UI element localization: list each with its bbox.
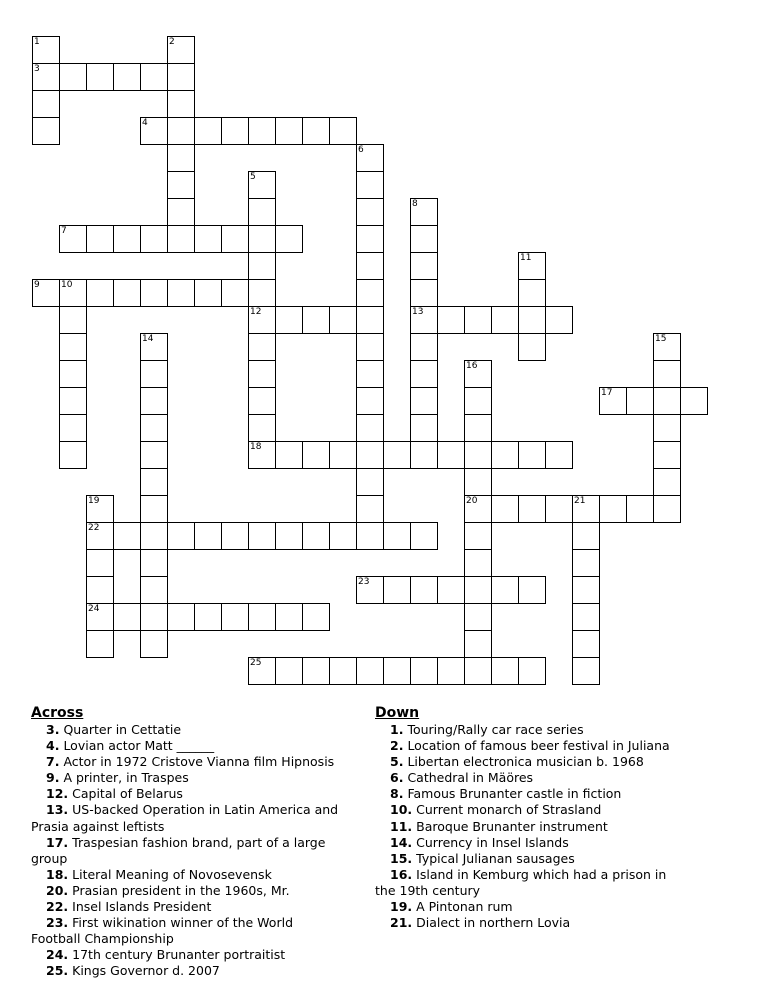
grid-cell[interactable] <box>275 657 303 685</box>
grid-cell[interactable] <box>626 495 654 523</box>
across-clue <box>31 754 361 770</box>
down-heading: Down <box>375 705 420 721</box>
clue-text: Currency in Insel Islands <box>416 834 569 850</box>
grid-cell[interactable] <box>518 657 546 685</box>
grid-cell[interactable] <box>653 495 681 523</box>
grid-cell[interactable] <box>248 198 276 226</box>
grid-cell[interactable] <box>248 657 276 685</box>
cell-number: 17 <box>601 388 613 398</box>
grid-cell[interactable] <box>356 522 384 550</box>
clue-text-continued: Prasia against leftists <box>31 818 165 834</box>
grid-cell[interactable] <box>221 522 249 550</box>
cell-number: 2 <box>169 37 175 47</box>
grid-cell[interactable] <box>221 603 249 631</box>
grid-cell[interactable] <box>410 387 438 415</box>
cell-number: 1 <box>34 37 40 47</box>
grid-cell[interactable] <box>356 495 384 523</box>
grid-cell[interactable] <box>59 306 87 334</box>
across-clue <box>31 947 361 963</box>
cell-number: 10 <box>61 280 73 290</box>
grid-cell[interactable] <box>167 522 195 550</box>
across-clue <box>31 883 361 899</box>
grid-cell[interactable] <box>410 414 438 442</box>
clue-number: 22. <box>46 899 69 915</box>
grid-cell[interactable] <box>356 657 384 685</box>
cell-number: 14 <box>142 334 154 344</box>
grid-cell[interactable] <box>491 441 519 469</box>
grid-cell[interactable] <box>356 414 384 442</box>
down-clue <box>375 722 705 738</box>
clue-number: 7. <box>46 754 60 770</box>
down-clue <box>375 915 705 931</box>
grid-cell[interactable] <box>410 198 438 226</box>
grid-cell[interactable] <box>410 360 438 388</box>
grid-cell[interactable] <box>86 522 114 550</box>
grid-cell[interactable] <box>383 441 411 469</box>
cell-number: 21 <box>574 496 586 506</box>
grid-cell[interactable] <box>140 549 168 577</box>
across-clues <box>31 704 361 980</box>
clue-number: 14. <box>390 834 413 850</box>
cell-number: 7 <box>61 226 67 236</box>
grid-cell[interactable] <box>302 117 330 145</box>
grid-cell[interactable] <box>329 441 357 469</box>
grid-cell[interactable] <box>410 441 438 469</box>
down-clue <box>375 819 705 835</box>
grid-cell[interactable] <box>572 630 600 658</box>
grid-cell[interactable] <box>221 225 249 253</box>
grid-cell[interactable] <box>329 117 357 145</box>
grid-cell[interactable] <box>356 468 384 496</box>
grid-cell[interactable] <box>518 279 546 307</box>
cell-number: 20 <box>466 496 478 506</box>
grid-cell[interactable] <box>248 387 276 415</box>
grid-cell[interactable] <box>140 414 168 442</box>
clue-number: 13. <box>46 802 69 818</box>
grid-cell[interactable] <box>356 360 384 388</box>
clue-number: 23. <box>46 915 69 931</box>
grid-cell[interactable] <box>518 576 546 604</box>
grid-cell[interactable] <box>140 117 168 145</box>
clue-number: 8. <box>390 786 404 802</box>
cell-number: 13 <box>412 307 424 317</box>
clue-text-continued: the 19th century <box>375 882 481 898</box>
grid-cell[interactable] <box>275 117 303 145</box>
cell-number: 11 <box>520 253 532 263</box>
grid-cell[interactable] <box>572 657 600 685</box>
grid-cell[interactable] <box>518 495 546 523</box>
grid-cell[interactable] <box>140 603 168 631</box>
across-clue <box>31 722 361 738</box>
grid-cell[interactable] <box>410 657 438 685</box>
grid-cell[interactable] <box>86 630 114 658</box>
across-clue <box>31 867 361 883</box>
grid-cell[interactable] <box>518 252 546 280</box>
grid-cell[interactable] <box>302 522 330 550</box>
grid-cell[interactable] <box>680 387 708 415</box>
clue-text: Island in Kemburg which had a prison in <box>416 866 667 882</box>
clue-text: First wikination winner of the World <box>72 915 294 931</box>
down-clue <box>375 786 705 802</box>
grid-cell[interactable] <box>140 522 168 550</box>
grid-cell[interactable] <box>248 522 276 550</box>
grid-cell[interactable] <box>491 657 519 685</box>
grid-cell[interactable] <box>653 333 681 361</box>
clue-text: Location of famous beer festival in Juliana <box>407 738 670 754</box>
grid-cell[interactable] <box>464 468 492 496</box>
grid-cell[interactable] <box>383 657 411 685</box>
grid-cell[interactable] <box>275 306 303 334</box>
grid-cell[interactable] <box>113 63 141 91</box>
clue-number: 2. <box>390 738 404 754</box>
clue-text: Typical Julianan sausages <box>416 850 575 866</box>
clue-number: 10. <box>390 802 413 818</box>
cell-number: 18 <box>250 442 262 452</box>
clue-number: 16. <box>390 866 413 882</box>
grid-cell[interactable] <box>167 63 195 91</box>
grid-cell[interactable] <box>410 225 438 253</box>
grid-cell[interactable] <box>167 117 195 145</box>
grid-cell[interactable] <box>356 279 384 307</box>
grid-cell[interactable] <box>248 360 276 388</box>
clue-number: 9. <box>46 770 60 786</box>
grid-cell[interactable] <box>248 441 276 469</box>
grid-cell[interactable] <box>464 414 492 442</box>
grid-cell[interactable] <box>518 441 546 469</box>
cell-number: 23 <box>358 577 370 587</box>
clue-number: 6. <box>390 770 404 786</box>
grid-cell[interactable] <box>32 36 60 64</box>
grid-cell[interactable] <box>167 279 195 307</box>
grid-cell[interactable] <box>86 279 114 307</box>
cell-number: 4 <box>142 118 148 128</box>
grid-cell[interactable] <box>86 225 114 253</box>
grid-cell[interactable] <box>599 387 627 415</box>
clue-number: 20. <box>46 882 69 898</box>
clue-text: Dialect in northern Lovia <box>416 915 571 931</box>
grid-cell[interactable] <box>275 441 303 469</box>
clue-text: Actor in 1972 Cristove Vianna film Hipnosis <box>63 754 335 770</box>
grid-cell[interactable] <box>653 468 681 496</box>
cell-number: 19 <box>88 496 100 506</box>
down-clue <box>375 867 705 899</box>
clue-number: 24. <box>46 947 69 963</box>
grid-cell[interactable] <box>32 63 60 91</box>
grid-cell[interactable] <box>302 657 330 685</box>
across-clue <box>31 802 361 834</box>
grid-cell[interactable] <box>275 225 303 253</box>
grid-cell[interactable] <box>140 576 168 604</box>
grid-cell[interactable] <box>248 279 276 307</box>
clue-text: Insel Islands President <box>72 899 212 915</box>
grid-cell[interactable] <box>113 279 141 307</box>
grid-cell[interactable] <box>356 387 384 415</box>
cell-number: 25 <box>250 658 262 668</box>
grid-cell[interactable] <box>464 549 492 577</box>
clue-text: Literal Meaning of Novosevensk <box>72 866 272 882</box>
grid-cell[interactable] <box>572 495 600 523</box>
cell-number: 16 <box>466 361 478 371</box>
grid-cell[interactable] <box>221 117 249 145</box>
grid-cell[interactable] <box>653 387 681 415</box>
grid-cell[interactable] <box>302 603 330 631</box>
grid-cell[interactable] <box>167 171 195 199</box>
down-clue <box>375 770 705 786</box>
grid-cell[interactable] <box>86 576 114 604</box>
across-clue-list <box>31 722 361 980</box>
grid-cell[interactable] <box>32 117 60 145</box>
grid-cell[interactable] <box>59 414 87 442</box>
clue-text: Cathedral in Mäöres <box>407 770 534 786</box>
grid-cell[interactable] <box>113 522 141 550</box>
clue-text-continued: Football Championship <box>31 931 174 947</box>
grid-cell[interactable] <box>32 279 60 307</box>
grid-cell[interactable] <box>194 225 222 253</box>
grid-cell[interactable] <box>383 576 411 604</box>
grid-cell[interactable] <box>437 306 465 334</box>
clue-number: 5. <box>390 754 404 770</box>
grid-cell[interactable] <box>410 333 438 361</box>
down-clue <box>375 802 705 818</box>
grid-cell[interactable] <box>653 414 681 442</box>
clue-text: Traspesian fashion brand, part of a large <box>72 834 326 850</box>
grid-cell[interactable] <box>86 495 114 523</box>
grid-cell[interactable] <box>545 495 573 523</box>
grid-cell[interactable] <box>59 63 87 91</box>
cell-number: 9 <box>34 280 40 290</box>
grid-cell[interactable] <box>572 603 600 631</box>
grid-cell[interactable] <box>140 495 168 523</box>
clue-number: 11. <box>390 818 413 834</box>
down-clue-list <box>375 722 705 931</box>
grid-cell[interactable] <box>140 333 168 361</box>
grid-cell[interactable] <box>302 306 330 334</box>
grid-cell[interactable] <box>329 657 357 685</box>
grid-cell[interactable] <box>248 306 276 334</box>
clue-text: Quarter in Cettatie <box>63 722 182 737</box>
grid-cell[interactable] <box>464 576 492 604</box>
down-clue <box>375 851 705 867</box>
grid-cell[interactable] <box>356 252 384 280</box>
grid-cell[interactable] <box>464 360 492 388</box>
clue-number: 15. <box>390 850 413 866</box>
grid-cell[interactable] <box>491 576 519 604</box>
grid-cell[interactable] <box>248 603 276 631</box>
grid-cell[interactable] <box>329 522 357 550</box>
grid-cell[interactable] <box>599 495 627 523</box>
grid-cell[interactable] <box>545 441 573 469</box>
clue-text: A Pintonan rum <box>416 899 513 915</box>
grid-cell[interactable] <box>356 441 384 469</box>
down-clue <box>375 754 705 770</box>
grid-cell[interactable] <box>464 306 492 334</box>
down-clue <box>375 835 705 851</box>
grid-cell[interactable] <box>248 117 276 145</box>
grid-cell[interactable] <box>464 630 492 658</box>
grid-cell[interactable] <box>410 306 438 334</box>
cell-number: 5 <box>250 172 256 182</box>
grid-cell[interactable] <box>572 522 600 550</box>
grid-cell[interactable] <box>140 630 168 658</box>
grid-cell[interactable] <box>167 225 195 253</box>
grid-cell[interactable] <box>59 387 87 415</box>
grid-cell[interactable] <box>356 333 384 361</box>
grid-cell[interactable] <box>356 225 384 253</box>
grid-cell[interactable] <box>140 468 168 496</box>
grid-cell[interactable] <box>194 279 222 307</box>
clue-text: Touring/Rally car race series <box>407 722 584 737</box>
grid-cell[interactable] <box>464 387 492 415</box>
clue-number: 21. <box>390 915 413 931</box>
grid-cell[interactable] <box>410 522 438 550</box>
grid-cell[interactable] <box>464 603 492 631</box>
grid-cell[interactable] <box>167 36 195 64</box>
across-clue <box>31 770 361 786</box>
grid-cell[interactable] <box>518 333 546 361</box>
grid-cell[interactable] <box>59 279 87 307</box>
clue-text: Baroque Brunanter instrument <box>416 818 608 834</box>
clue-text: US-backed Operation in Latin America and <box>72 802 339 818</box>
grid-cell[interactable] <box>329 306 357 334</box>
grid-cell[interactable] <box>356 576 384 604</box>
grid-cell[interactable] <box>437 657 465 685</box>
grid-cell[interactable] <box>356 306 384 334</box>
grid-cell[interactable] <box>464 495 492 523</box>
grid-cell[interactable] <box>59 333 87 361</box>
grid-cell[interactable] <box>194 603 222 631</box>
grid-cell[interactable] <box>221 279 249 307</box>
clue-text: Libertan electronica musician b. 1968 <box>407 754 644 770</box>
grid-cell[interactable] <box>140 387 168 415</box>
grid-cell[interactable] <box>86 549 114 577</box>
grid-cell[interactable] <box>194 117 222 145</box>
down-clue <box>375 899 705 915</box>
grid-cell[interactable] <box>248 252 276 280</box>
grid-cell[interactable] <box>59 360 87 388</box>
grid-cell[interactable] <box>113 225 141 253</box>
across-clue <box>31 835 361 867</box>
grid-cell[interactable] <box>167 90 195 118</box>
grid-cell[interactable] <box>653 441 681 469</box>
clue-number: 12. <box>46 786 69 802</box>
grid-cell[interactable] <box>59 441 87 469</box>
grid-cell[interactable] <box>275 603 303 631</box>
clue-number: 3. <box>46 722 60 737</box>
clue-text: Capital of Belarus <box>72 786 183 802</box>
grid-cell[interactable] <box>356 198 384 226</box>
grid-cell[interactable] <box>437 441 465 469</box>
clue-text: Kings Governor d. 2007 <box>72 963 220 979</box>
grid-cell[interactable] <box>518 306 546 334</box>
grid-cell[interactable] <box>491 306 519 334</box>
grid-cell[interactable] <box>248 414 276 442</box>
clue-text: 17th century Brunanter portraitist <box>72 947 286 963</box>
cell-number: 22 <box>88 523 100 533</box>
clue-number: 19. <box>390 899 413 915</box>
clue-number: 25. <box>46 963 69 979</box>
clue-number: 1. <box>390 722 404 737</box>
across-heading: Across <box>31 705 84 721</box>
grid-cell[interactable] <box>140 360 168 388</box>
across-clue <box>31 963 361 979</box>
clue-number: 18. <box>46 866 69 882</box>
grid-cell[interactable] <box>32 90 60 118</box>
grid-cell[interactable] <box>437 576 465 604</box>
grid-cell[interactable] <box>86 603 114 631</box>
grid-cell[interactable] <box>248 171 276 199</box>
clue-number: 4. <box>46 738 60 754</box>
cell-number: 15 <box>655 334 667 344</box>
grid-cell[interactable] <box>167 603 195 631</box>
grid-cell[interactable] <box>626 387 654 415</box>
grid-cell[interactable] <box>356 144 384 172</box>
clue-text: Lovian actor Matt ______ <box>63 738 215 754</box>
down-clue <box>375 738 705 754</box>
grid-cell[interactable] <box>140 441 168 469</box>
grid-cell[interactable] <box>167 144 195 172</box>
grid-cell[interactable] <box>383 522 411 550</box>
cell-number: 6 <box>358 145 364 155</box>
grid-cell[interactable] <box>545 306 573 334</box>
grid-cell[interactable] <box>464 441 492 469</box>
across-clue <box>31 899 361 915</box>
clue-text: Prasian president in the 1960s, Mr. <box>72 882 290 898</box>
grid-cell[interactable] <box>491 495 519 523</box>
cell-number: 3 <box>34 64 40 74</box>
grid-cell[interactable] <box>59 225 87 253</box>
down-clues <box>375 704 705 931</box>
across-clue <box>31 915 361 947</box>
grid-cell[interactable] <box>302 441 330 469</box>
clue-text-continued: group <box>31 850 68 866</box>
grid-cell[interactable] <box>140 63 168 91</box>
grid-cell[interactable] <box>275 522 303 550</box>
cell-number: 8 <box>412 199 418 209</box>
across-clue <box>31 738 361 754</box>
grid-cell[interactable] <box>410 279 438 307</box>
grid-cell[interactable] <box>194 522 222 550</box>
grid-cell[interactable] <box>653 360 681 388</box>
clue-text: Current monarch of Strasland <box>416 802 602 818</box>
grid-cell[interactable] <box>356 171 384 199</box>
grid-cell[interactable] <box>167 198 195 226</box>
clue-text: Famous Brunanter castle in fiction <box>407 786 622 802</box>
grid-cell[interactable] <box>410 252 438 280</box>
grid-cell[interactable] <box>140 279 168 307</box>
grid-cell[interactable] <box>140 225 168 253</box>
across-clue <box>31 786 361 802</box>
grid-cell[interactable] <box>248 333 276 361</box>
grid-cell[interactable] <box>572 549 600 577</box>
grid-cell[interactable] <box>113 603 141 631</box>
cell-number: 24 <box>88 604 100 614</box>
grid-cell[interactable] <box>464 657 492 685</box>
clue-text: A printer, in Traspes <box>63 770 189 786</box>
grid-cell[interactable] <box>248 225 276 253</box>
grid-cell[interactable] <box>410 576 438 604</box>
cell-number: 12 <box>250 307 262 317</box>
grid-cell[interactable] <box>86 63 114 91</box>
clue-number: 17. <box>46 834 69 850</box>
grid-cell[interactable] <box>572 576 600 604</box>
grid-cell[interactable] <box>464 522 492 550</box>
